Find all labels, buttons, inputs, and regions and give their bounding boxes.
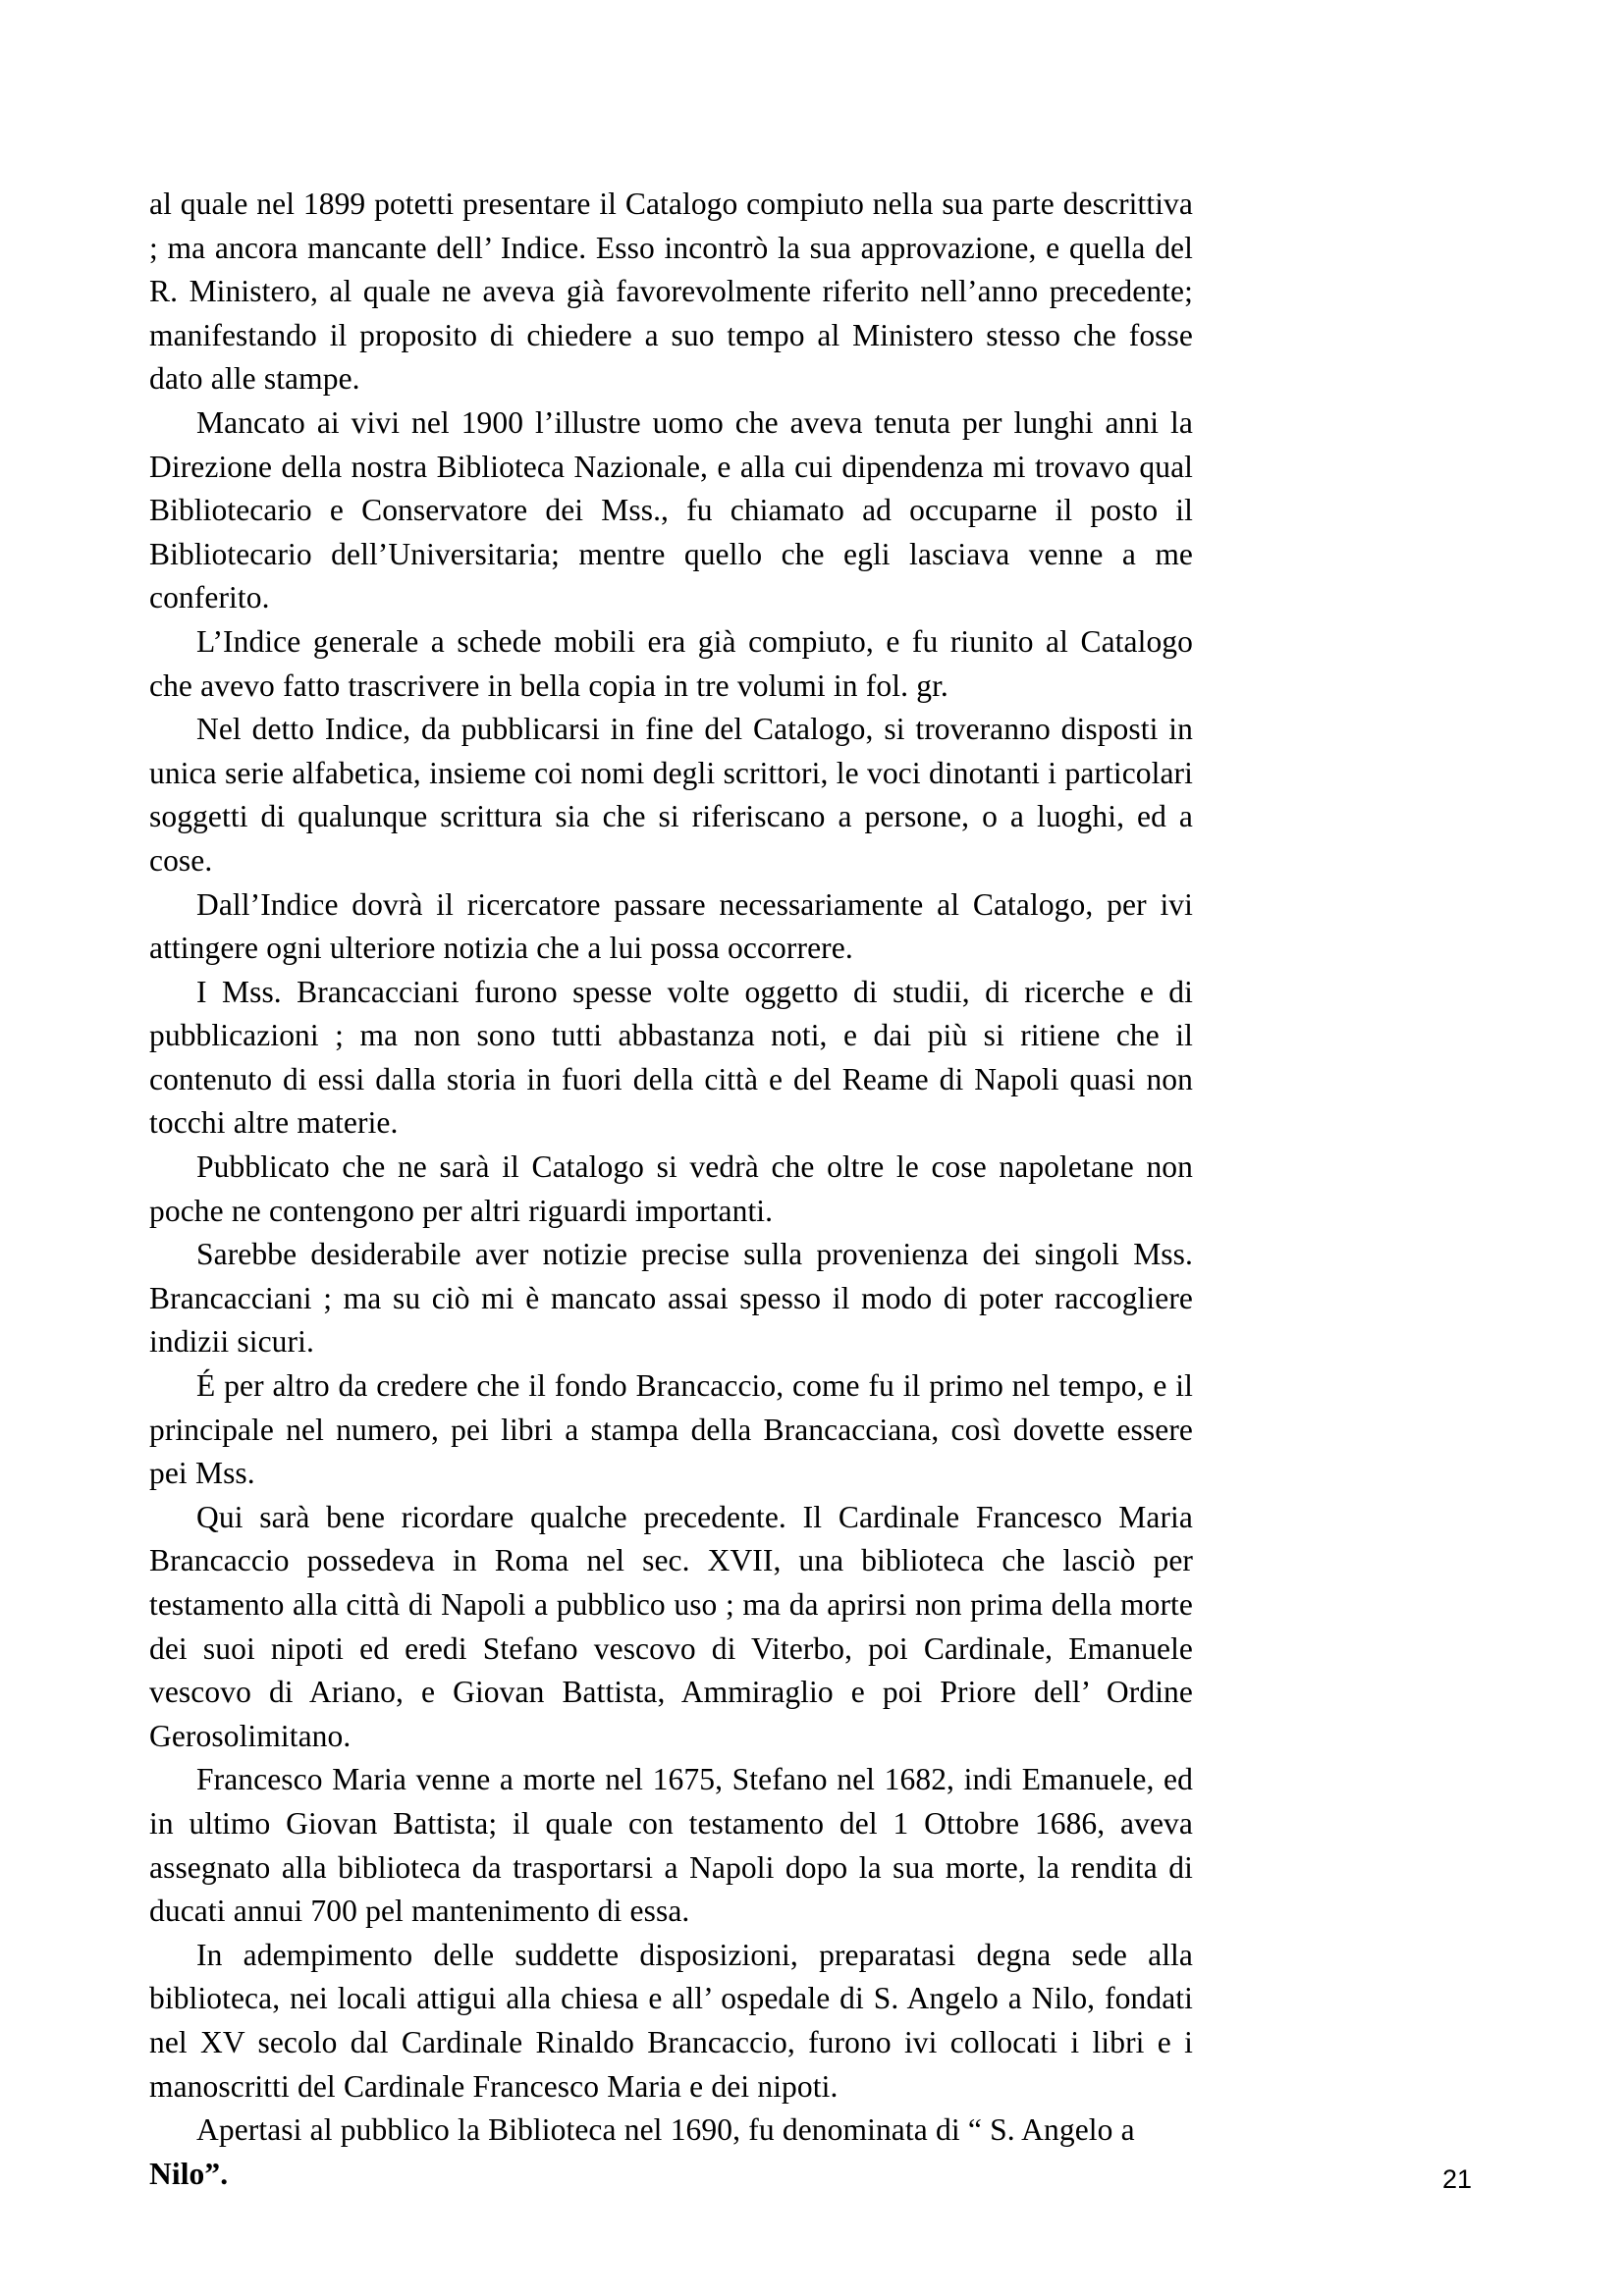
paragraph-9: É per altro da credere che il fondo Brancaccio, come fu il primo nel tempo, e il principale nel numero, pei libri a stampa della Brancacciana, così dovette essere pei Mss. [149, 1368, 1193, 1491]
paragraph-13-text: Apertasi al pubblico la Biblioteca nel 1690, fu denominata di “ S. Angelo a [196, 2112, 1135, 2148]
paragraph-11: Francesco Maria venne a morte nel 1675, Stefano nel 1682, indi Emanuele, ed in ultimo Giovan Battista; il quale con testamento del 1 Ottobre 1686, aveva assegnato alla biblioteca da trasportarsi a Napoli dopo la sua morte, la rendita di ducati annui 700 pel mantenimento di essa. [149, 1762, 1193, 1929]
paragraph-5: Dall’Indice dovrà il ricercatore passare necessariamente al Catalogo, per ivi attingere ogni ulteriore notizia che a lui possa occorrere. [149, 886, 1193, 966]
paragraph-6: I Mss. Brancacciani furono spesse volte oggetto di studii, di ricerche e di pubblicazioni ; ma non sono tutti abbastanza noti, e dai più si ritiene che il contenuto di essi dalla storia in fuori della città e del Reame di Napoli quasi non tocchi altre materie. [149, 974, 1193, 1141]
page-number: 21 [1441, 2164, 1472, 2194]
paragraph-7: Pubblicato che ne sarà il Catalogo si vedrà che oltre le cose napoletane non poche ne contengono per altri riguardi importanti. [149, 1149, 1193, 1228]
paragraph-3: L’Indice generale a schede mobili era già compiuto, e fu riunito al Catalogo che avevo fatto trascrivere in bella copia in tre volumi in fol. gr. [149, 623, 1193, 703]
paragraph-12: In adempimento delle suddette disposizioni, preparatasi degna sede alla biblioteca, nei locali attigui alla chiesa e all’ ospedale di S. Angelo a Nilo, fondati nel XV secolo dal Cardinale Rinaldo Brancaccio, furono ivi collocati i libri e i manoscritti del Cardinale Francesco Maria e dei nipoti. [149, 1937, 1193, 2104]
paragraph-2: Mancato ai vivi nel 1900 l’illustre uomo che aveva tenuta per lunghi anni la Direzione della nostra Biblioteca Nazionale, e alla cui dipendenza mi trovavo qual Bibliotecario e Conservatore dei Mss., fu chiamato ad occuparne il posto il Bibliotecario dell’Universitaria; mentre quello che egli lasciava venne a me conferito. [149, 404, 1193, 615]
body-text-column [149, 183, 1193, 2196]
library-name-emphasis: Nilo”. [149, 2156, 229, 2191]
paragraph-10: Qui sarà bene ricordare qualche precedente. Il Cardinale Francesco Maria Brancaccio possedeva in Roma nel sec. XVII, una biblioteca che lasciò per testamento alla città di Napoli a pubblico uso ; ma da aprirsi non prima della morte dei suoi nipoti ed eredi Stefano vescovo di Viterbo, poi Cardinale, Emanuele vescovo di Ariano, e Giovan Battista, Ammiraglio e poi Priore dell’ Ordine Gerosolimitano. [149, 1499, 1193, 1753]
paragraph-13 [149, 2109, 1193, 2196]
paragraph-1: al quale nel 1899 potetti presentare il Catalogo compiuto nella sua parte descrittiva ; ma ancora mancante dell’ Indice. Esso incontrò la sua approvazione, e quella del R. Ministero, al quale ne aveva già favorevolmente riferito nell’anno precedente; manifestando il proposito di chiedere a suo tempo al Ministero stesso che fosse dato alle stampe. [149, 187, 1193, 397]
paragraph-8: Sarebbe desiderabile aver notizie precise sulla provenienza dei singoli Mss. Brancacciani ; ma su ciò mi è mancato assai spesso il modo di poter raccogliere indizii sicuri. [149, 1237, 1193, 1360]
paragraph-4: Nel detto Indice, da pubblicarsi in fine del Catalogo, si troveranno disposti in unica serie alfabetica, insieme coi nomi degli scrittori, le voci dinotanti i particolari soggetti di qualunque scrittura sia che si riferiscano a persone, o a luoghi, ed a cose. [149, 712, 1193, 878]
